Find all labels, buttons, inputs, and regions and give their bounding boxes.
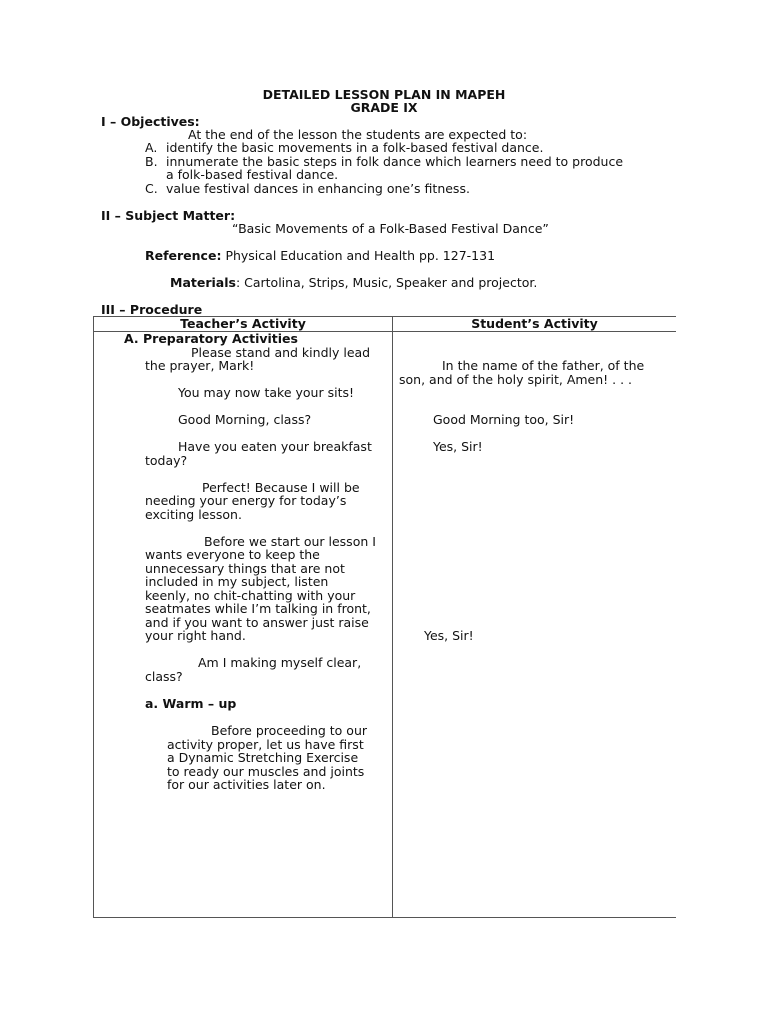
teacher-prayer-line2: the prayer, Mark!: [145, 358, 255, 373]
reference-line: [145, 249, 495, 263]
teacher-warmup-line1: Before proceeding to our: [211, 723, 368, 738]
objective-b-text: innumerate the basic steps in folk dance which learners need to produce: [166, 154, 624, 169]
teacher-rules-line5: keenly, no chit-chatting with your: [145, 588, 356, 603]
objective-b-text-cont: a folk-based festival dance.: [166, 167, 339, 182]
student-breakfast: Yes, Sir!: [433, 439, 483, 454]
teacher-warmup-line5: for our activities later on.: [167, 777, 326, 792]
objectives-heading: I – Objectives:: [101, 114, 200, 129]
teacher-perfect-line2: needing your energy for today’s: [145, 493, 347, 508]
student-prayer-line2: son, and of the holy spirit, Amen! . . .: [399, 372, 633, 387]
objective-c-text: value festival dances in enhancing one’s fitness.: [166, 181, 470, 196]
document-title: DETAILED LESSON PLAN IN MAPEH: [262, 87, 506, 102]
materials-line: [170, 276, 537, 290]
procedure-table: [93, 316, 676, 918]
teacher-clear-line2: class?: [145, 669, 183, 684]
teacher-breakfast-line1: Have you eaten your breakfast: [178, 439, 372, 454]
teacher-perfect-line3: exciting lesson.: [145, 507, 242, 522]
teacher-warmup-line2: activity proper, let us have first: [167, 737, 364, 752]
teacher-rules-line4: included in my subject, listen: [145, 574, 329, 589]
teacher-prayer-line1: Please stand and kindly lead: [191, 345, 371, 360]
subject-matter-heading: II – Subject Matter:: [101, 208, 236, 223]
procedure-heading: III – Procedure: [101, 302, 203, 317]
teacher-rules-line7: and if you want to answer just raise: [145, 615, 369, 630]
teacher-clear-line1: Am I making myself clear,: [198, 655, 362, 670]
teacher-rules-line3: unnecessary things that are not: [145, 561, 345, 576]
teacher-perfect-line1: Perfect! Because I will be: [202, 480, 360, 495]
objective-a-text: identify the basic movements in a folk-based festival dance.: [166, 140, 544, 155]
teacher-warmup-line3: a Dynamic Stretching Exercise: [167, 750, 359, 765]
student-prayer-line1: In the name of the father, of the: [442, 358, 645, 373]
column-divider: [392, 317, 393, 917]
objectives-intro: At the end of the lesson the students are expected to:: [188, 127, 528, 142]
teacher-breakfast-line2: today?: [145, 453, 188, 468]
objective-a-letter: A.: [145, 140, 158, 155]
materials-label: Materials: [170, 275, 236, 290]
teacher-rules-line1: Before we start our lesson I: [204, 534, 376, 549]
teacher-rules-line8: your right hand.: [145, 628, 246, 643]
objective-b-letter: B.: [145, 154, 158, 169]
grade-level: GRADE IX: [350, 100, 418, 115]
student-column-header: Student’s Activity: [471, 316, 598, 331]
teacher-rules-line6: seatmates while I’m talking in front,: [145, 601, 371, 616]
student-clear: Yes, Sir!: [424, 628, 474, 643]
materials-value: : Cartolina, Strips, Music, Speaker and projector.: [235, 275, 538, 290]
warmup-heading: a. Warm – up: [145, 696, 237, 711]
teacher-sits: You may now take your sits!: [178, 385, 355, 400]
objective-c-letter: C.: [145, 181, 158, 196]
subject-topic: “Basic Movements of a Folk-Based Festival Dance”: [232, 221, 549, 236]
teacher-morning: Good Morning, class?: [178, 412, 312, 427]
reference-label: Reference:: [145, 248, 222, 263]
teacher-column-header: Teacher’s Activity: [180, 316, 306, 331]
student-morning: Good Morning too, Sir!: [433, 412, 575, 427]
reference-value: Physical Education and Health pp. 127-131: [225, 248, 496, 263]
section-preparatory-activities: A. Preparatory Activities: [124, 331, 298, 346]
teacher-rules-line2: wants everyone to keep the: [145, 547, 320, 562]
teacher-warmup-line4: to ready our muscles and joints: [167, 764, 365, 779]
